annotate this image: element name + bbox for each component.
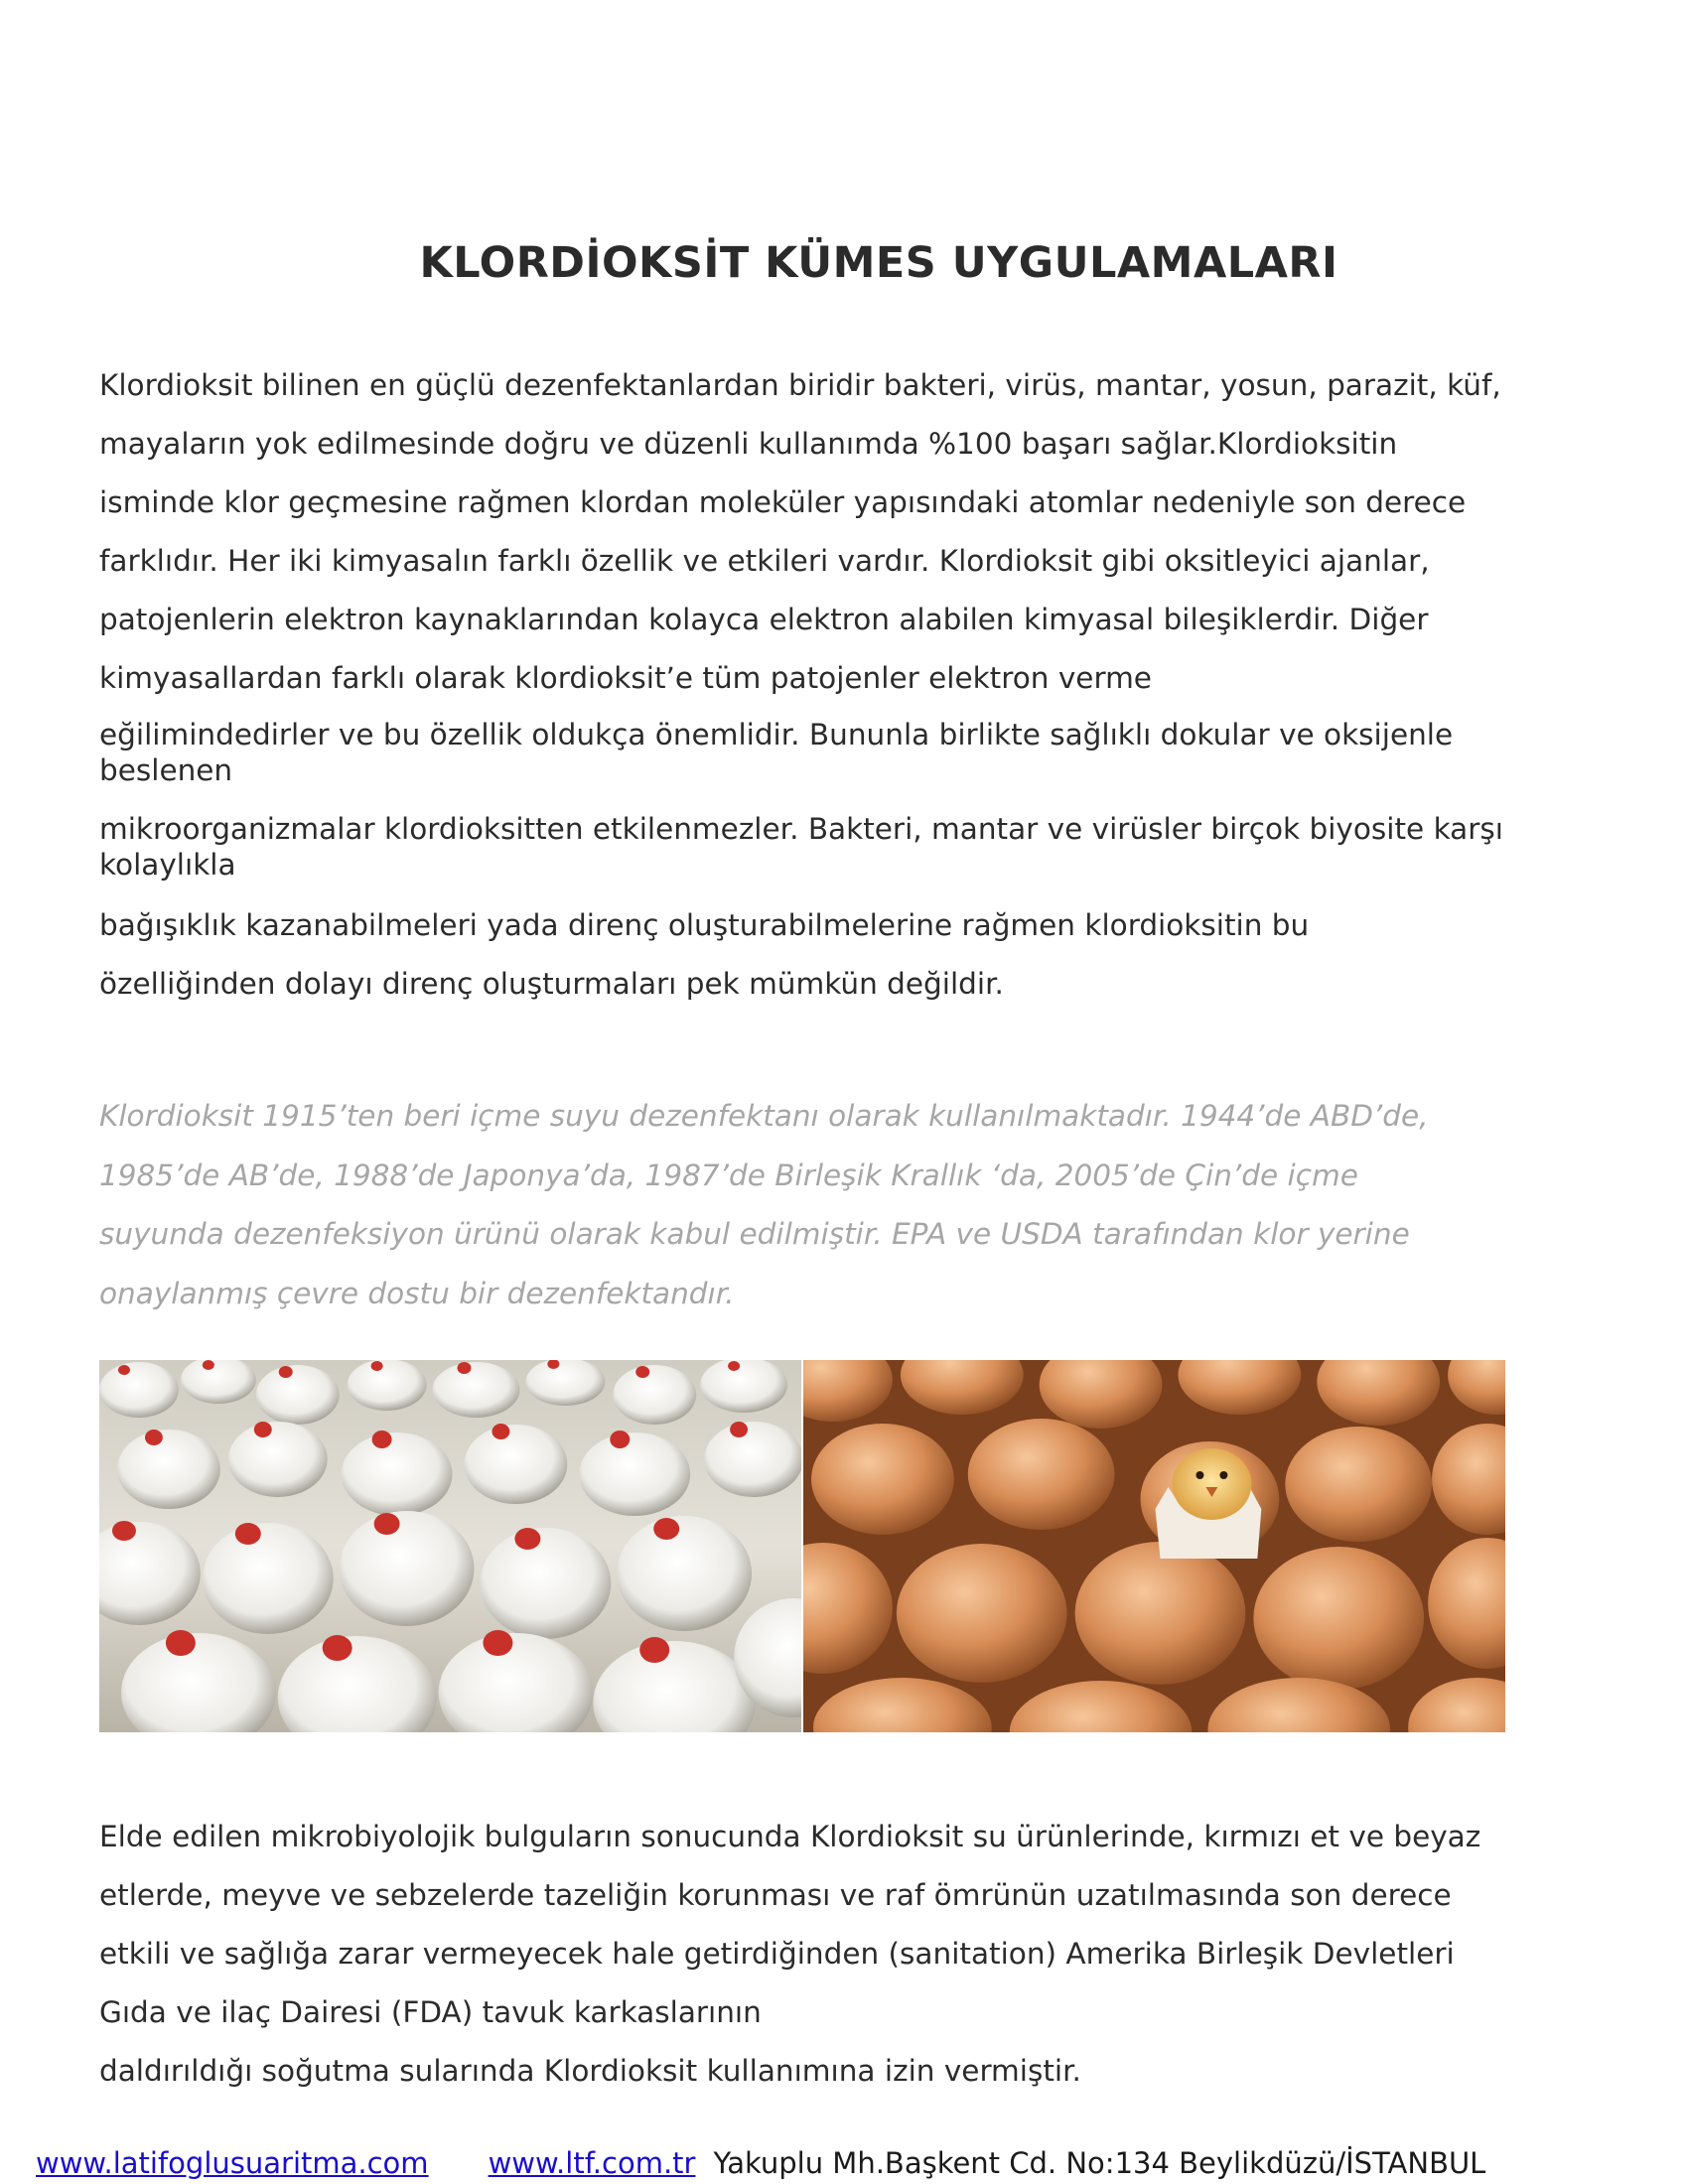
text-line: etlerde, meyve ve sebzelerde tazeliğin korunması ve raf ömrünün uzatılmasında son derece [99,1878,1452,1912]
text-line: mayaların yok edilmesinde doğru ve düzenli kullanımda %100 başarı sağlar.Klordioksitin [99,427,1398,461]
text-line: patojenlerin elektron kaynaklarından kolayca elektron alabilen kimyasal bileşiklerdir. Diğer [99,603,1429,636]
text-line: 1985’de AB’de, 1988’de Japonya’da, 1987’de Birleşik Krallık ‘da, 2005’de Çin’de içme [99,1158,1358,1192]
text-line: Gıda ve ilaç Dairesi (FDA) tavuk karkaslarının [99,1995,762,2029]
text-line: etkili ve sağlığa zarar vermeyecek hale getirdiğinden (sanitation) Amerika Birleşik Devletleri [99,1937,1455,1971]
text-line-wrapped [99,717,1648,788]
text-line: daldırıldığı soğutma sularında Klordioksit kullanımına izin vermiştir. [99,2054,1081,2088]
text-line: onaylanmış çevre dostu bir dezenfektandır. [99,1276,735,1310]
text-line: farklıdır. Her iki kimyasalın farklı özellik ve etkileri vardır. Klordioksit gibi oksitleyici ajanlar, [99,544,1430,578]
conclusion-paragraph [99,1817,1648,2110]
text-line: beslenen [99,753,233,787]
history-paragraph [99,1096,1648,1332]
text-line: Klordioksit bilinen en güçlü dezenfektanlardan biridir bakteri, virüs, mantar, yosun, parazit, küf, [99,368,1501,402]
address-text: Yakuplu Mh.Başkent Cd. No:134 Beylikdüzü/İSTANBUL [713,2146,1486,2180]
website-link-latifoglusuaritma[interactable]: www.latifoglusuaritma.com [36,2146,429,2180]
document-title: KLORDİOKSİT KÜMES UYGULAMALARI [419,238,1338,288]
chickens-photo [99,1360,801,1732]
text-line: Klordioksit 1915’ten beri içme suyu dezenfektanı olarak kullanılmaktadır. 1944’de ABD’de, [99,1099,1429,1133]
text-line: suyunda dezenfeksiyon ürünü olarak kabul edilmiştir. EPA ve USDA tarafından klor yerine [99,1217,1410,1251]
photo-strip [99,1360,1505,1732]
text-line: kimyasallardan farklı olarak klordioksit’e tüm patojenler elektron verme [99,661,1152,695]
text-line: eğilimindedirler ve bu özellik oldukça önemlidir. Bununla birlikte sağlıklı dokular ve oksijenle [99,718,1454,751]
intro-paragraph [99,365,1648,1023]
text-line: özelliğinden dolayı direnç oluşturmaları pek mümkün değildir. [99,967,1004,1001]
text-line: bağışıklık kazanabilmeleri yada direnç oluşturabilmelerine rağmen klordioksitin bu [99,908,1310,942]
website-link-ltf[interactable]: www.ltf.com.tr [488,2146,696,2180]
text-line: kolaylıkla [99,848,236,882]
chickens-illustration [99,1360,801,1732]
eggs-illustration [803,1360,1505,1732]
text-line-wrapped [99,811,1648,883]
footer [36,2146,1485,2180]
eggs-chick-photo [803,1360,1505,1732]
text-line: mikroorganizmalar klordioksitten etkilenmezler. Bakteri, mantar ve virüsler birçok biyosite karşı [99,812,1503,846]
text-line: isminde klor geçmesine rağmen klordan moleküler yapısındaki atomlar nedeniyle son derece [99,485,1467,519]
text-line: Elde edilen mikrobiyolojik bulguların sonucunda Klordioksit su ürünlerinde, kırmızı et ve beyaz [99,1820,1481,1853]
